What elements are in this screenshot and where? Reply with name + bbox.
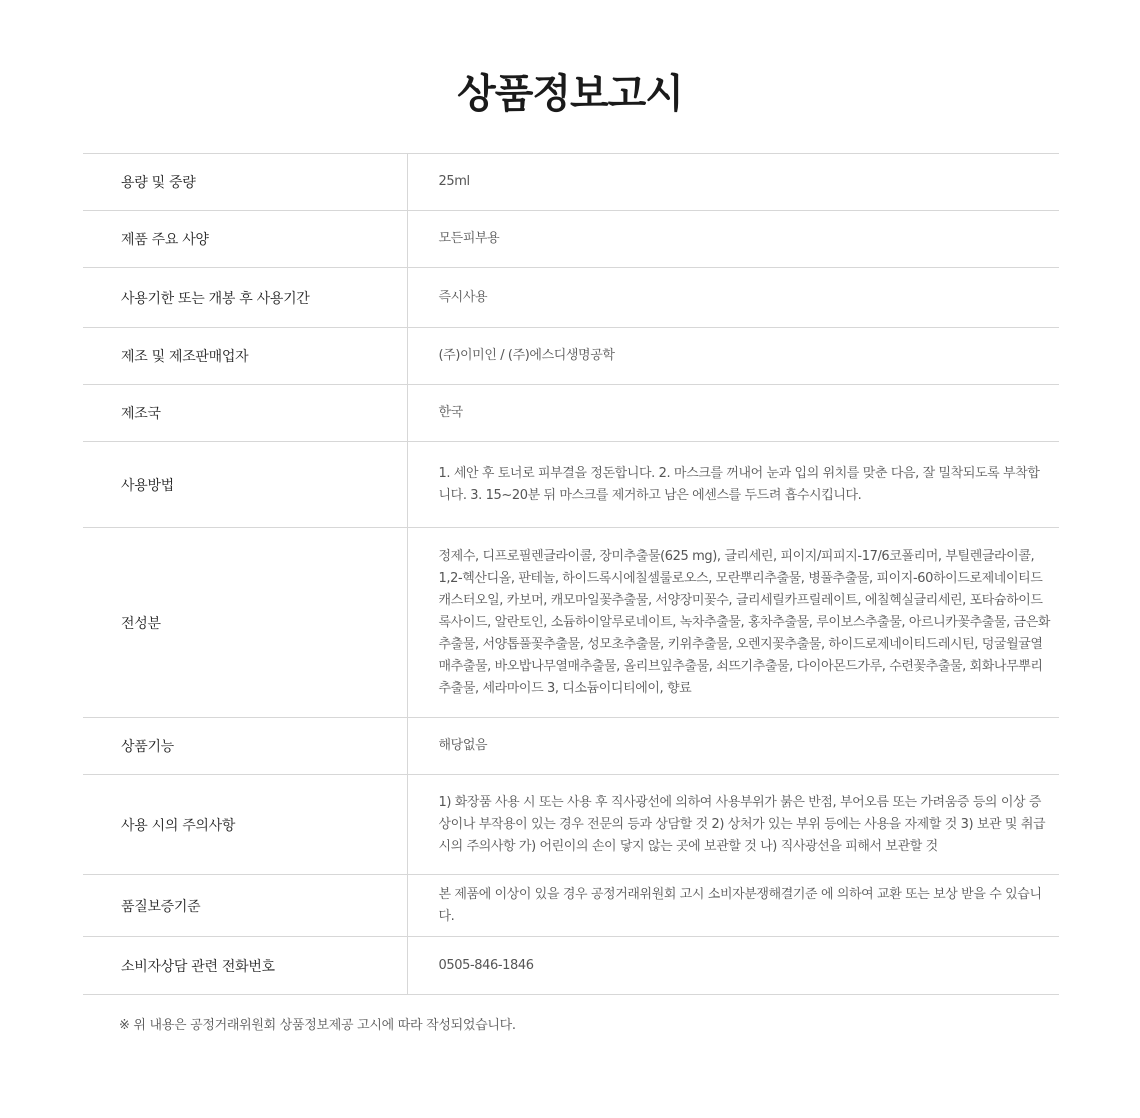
- row-label-capacity: 용량 및 중량: [83, 154, 407, 211]
- table-row: [83, 718, 1059, 775]
- footnote: ※ 위 내용은 공정거래위원회 상품정보제공 고시에 따라 작성되었습니다.: [119, 1018, 516, 1033]
- row-value-quality: 본 제품에 이상이 있을 경우 공정거래위원회 고시 소비자분쟁해결기준 에 의하여 교환 또는 보상 받을 수 있습니다.: [407, 875, 1059, 937]
- row-label-country: 제조국: [83, 385, 407, 442]
- row-value-capacity: 25ml: [407, 154, 1059, 211]
- row-value-caution: 1) 화장품 사용 시 또는 사용 후 직사광선에 의하여 사용부위가 붉은 반점, 부어오름 또는 가려움증 등의 이상 증상이나 부작용이 있는 경우 전문의 등과 상담할 것 2) 상처가 있는 부위 등에는 사용을 자제할 것 3) 보관 및 취급 시의 주의사항 가) 어린이의 손이 닿지 않는 곳에 보관할 것 나) 직사광선을 피해서 보관할 것: [407, 775, 1059, 875]
- table-row: [83, 875, 1059, 937]
- row-label-spec: 제품 주요 사양: [83, 211, 407, 268]
- row-label-manufacturer: 제조 및 제조판매업자: [83, 328, 407, 385]
- table-row: [83, 385, 1059, 442]
- row-label-quality: 품질보증기준: [83, 875, 407, 937]
- page-title: 상품정보고시: [457, 71, 683, 117]
- row-value-country: 한국: [407, 385, 1059, 442]
- row-label-caution: 사용 시의 주의사항: [83, 775, 407, 875]
- table-row: [83, 775, 1059, 875]
- row-label-usage: 사용방법: [83, 442, 407, 528]
- row-value-function: 해당없음: [407, 718, 1059, 775]
- table-row: [83, 268, 1059, 328]
- table-row: [83, 937, 1059, 995]
- row-value-usage: 1. 세안 후 토너로 피부결을 정돈합니다. 2. 마스크를 꺼내어 눈과 입의 위치를 맞춘 다음, 잘 밀착되도록 부착합니다. 3. 15~20분 뒤 마스크를 제거하고 남은 에센스를 두드려 흡수시킵니다.: [407, 442, 1059, 528]
- row-label-function: 상품기능: [83, 718, 407, 775]
- row-label-ingredients: 전성분: [83, 528, 407, 718]
- table-row: [83, 528, 1059, 718]
- table-row: [83, 154, 1059, 211]
- table-row: [83, 328, 1059, 385]
- table-row: [83, 211, 1059, 268]
- row-value-phone: 0505-846-1846: [407, 937, 1059, 995]
- row-value-spec: 모든피부용: [407, 211, 1059, 268]
- product-info-table: [83, 153, 1059, 995]
- row-label-expiry: 사용기한 또는 개봉 후 사용기간: [83, 268, 407, 328]
- row-value-expiry: 즉시사용: [407, 268, 1059, 328]
- row-value-ingredients: 정제수, 디프로필렌글라이콜, 장미추출물(625 mg), 글리세린, 피이지/피피지-17/6코폴리머, 부틸렌글라이콜, 1,2-헥산디올, 판테놀, 하이드록시에칠셀룰로오스, 모란뿌리추출물, 병풀추출물, 피이지-60하이드로제네이티드캐스터오일, 카보머, 캐모마일꽃추출물, 서양장미꽃수, 글리세릴카프릴레이트, 에칠헥실글리세린, 포타슘하이드록사이드, 알란토인, 소듐하이알루로네이트, 녹차추출물, 홍차추출물, 루이보스추출물, 아르니카꽃추출물, 금은화추출물, 서양톱풀꽃추출물, 성모초추출물, 키위추출물, 오렌지꽃추출물, 하이드로제네이티드레시틴, 덩굴월귤열매추출물, 바오밥나무열매추출물, 올리브잎추출물, 쇠뜨기추출물, 다이아몬드가루, 수련꽃추출물, 회화나무뿌리추출물, 세라마이드 3, 디소듐이디티에이, 향료: [407, 528, 1059, 718]
- row-value-manufacturer: (주)이미인 / (주)에스디생명공학: [407, 328, 1059, 385]
- table-row: [83, 442, 1059, 528]
- row-label-phone: 소비자상담 관련 전화번호: [83, 937, 407, 995]
